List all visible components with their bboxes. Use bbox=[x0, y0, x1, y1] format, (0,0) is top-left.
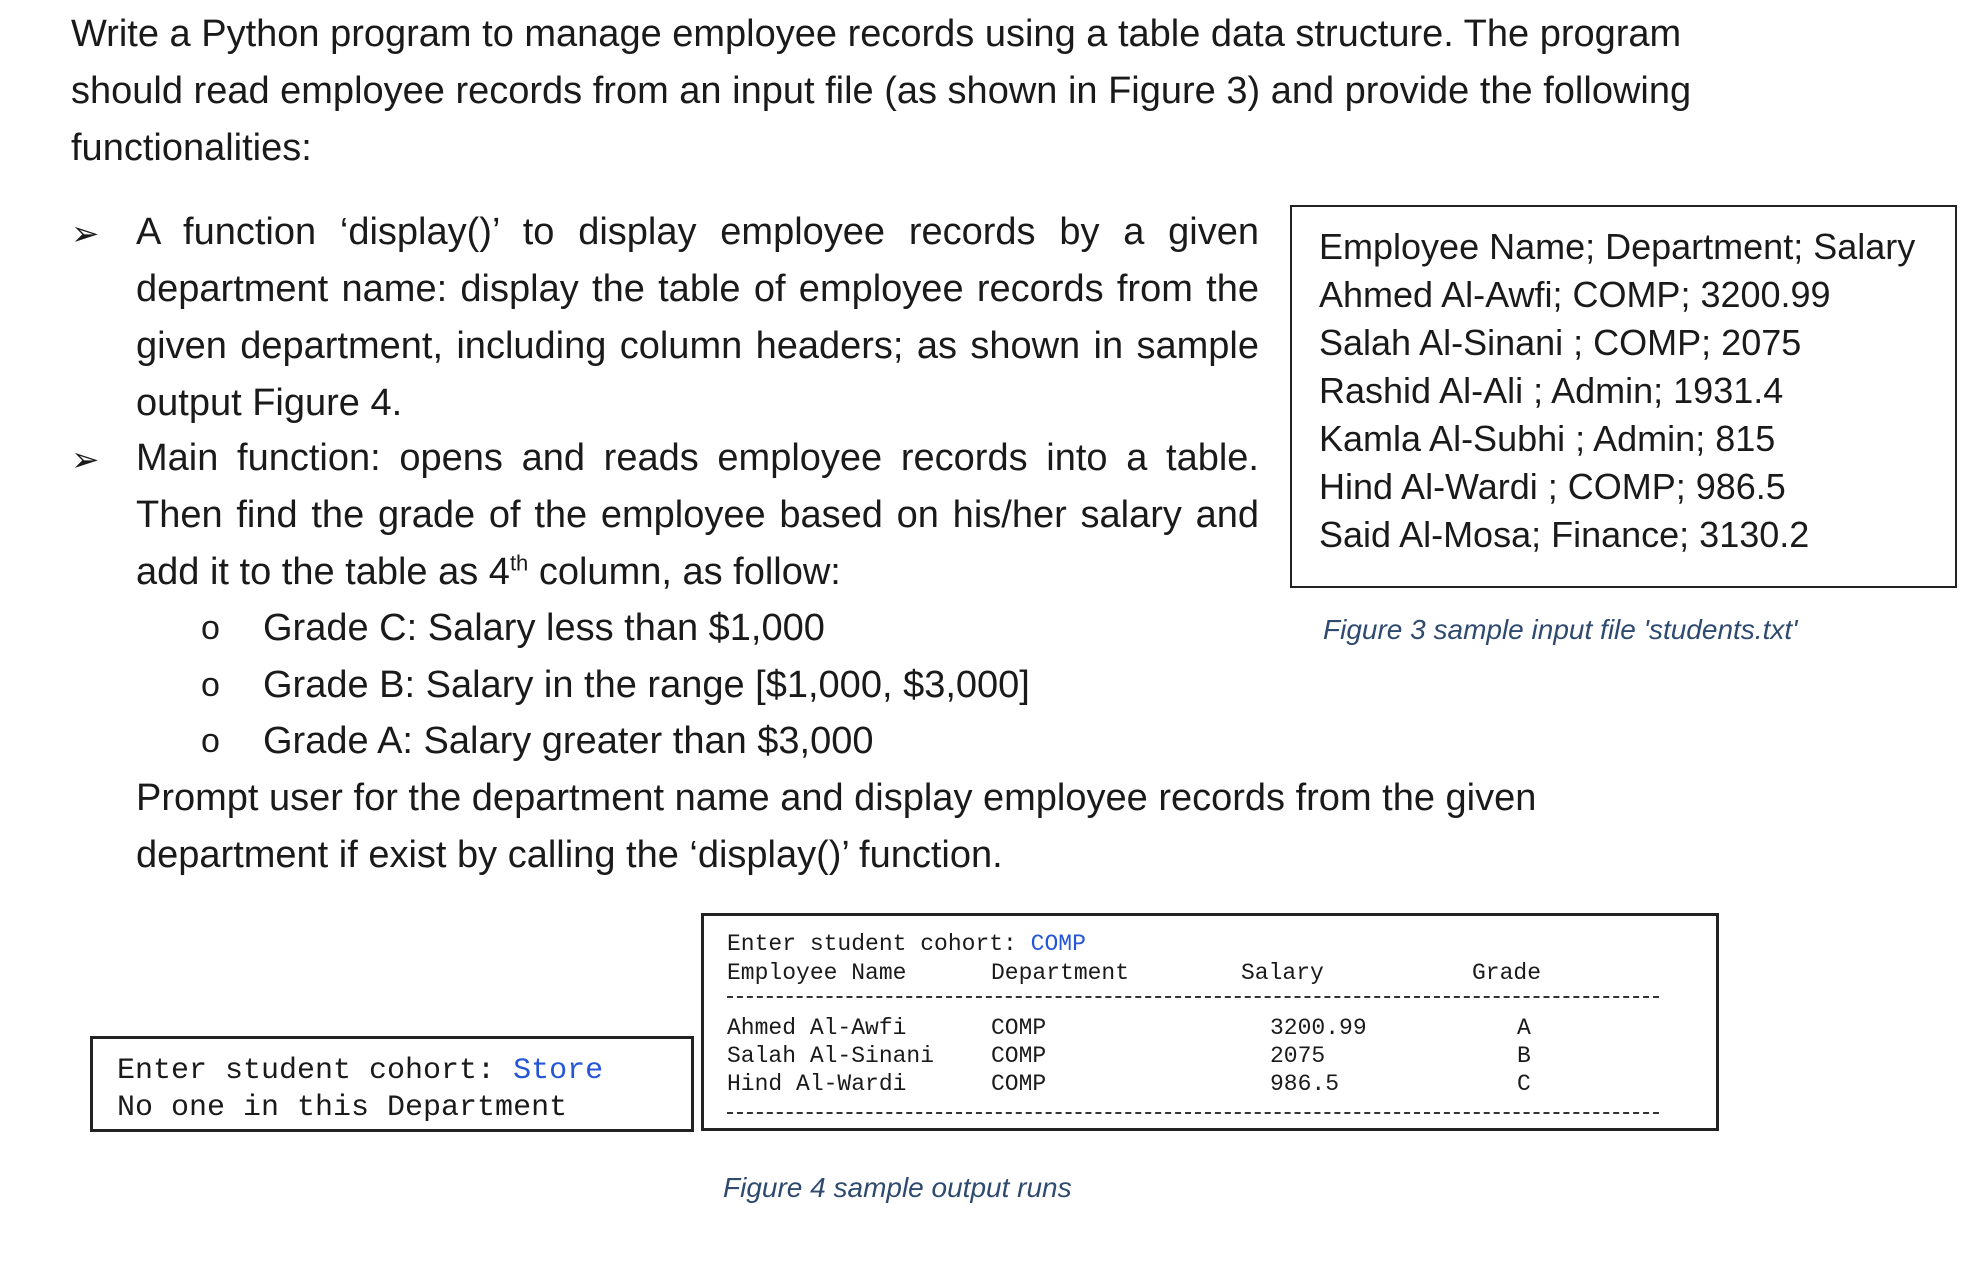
prompt-input-value: Store bbox=[513, 1054, 604, 1088]
prompt-label: Enter student cohort: bbox=[727, 931, 1031, 957]
input-file-line: Ahmed Al-Awfi; COMP; 3200.99 bbox=[1319, 274, 1831, 315]
bullet-arrow-icon: ➢ bbox=[71, 215, 100, 253]
output-run-store bbox=[90, 1036, 694, 1132]
prompt-label: Enter student cohort: bbox=[117, 1054, 514, 1088]
input-file-line: Kamla Al-Subhi ; Admin; 815 bbox=[1319, 418, 1776, 459]
display-function-bullet: A function ‘display()’ to display employee records by a given department name: display the table of employee records from the given department, including column headers; as shown in sample output Figure 4. bbox=[136, 211, 1259, 424]
header-department: Department bbox=[991, 960, 1130, 986]
header-employee-name: Employee Name bbox=[727, 960, 907, 986]
intro-line-1: Write a Python program to manage employee records using a table data structure. The program bbox=[71, 13, 1682, 55]
header-grade: Grade bbox=[1472, 960, 1542, 986]
cell-department: COMP bbox=[991, 1071, 1047, 1097]
superscript-th: th bbox=[509, 550, 529, 576]
figure-3-caption: Figure 3 sample input file 'students.txt' bbox=[1323, 614, 1798, 645]
main-function-text-end: column, as follow: bbox=[528, 551, 841, 593]
circle-bullet-icon: o bbox=[201, 609, 220, 647]
prompt-input-value: COMP bbox=[1030, 931, 1086, 957]
circle-bullet-icon: o bbox=[201, 722, 220, 760]
cell-grade: A bbox=[1517, 1015, 1531, 1041]
output-run-comp bbox=[701, 913, 1719, 1131]
cell-name: Ahmed Al-Awfi bbox=[727, 1015, 907, 1041]
cell-grade: C bbox=[1517, 1071, 1531, 1097]
prompt-line-2: department if exist by calling the ‘display()’ function. bbox=[136, 834, 1003, 876]
main-function-bullet bbox=[136, 430, 1259, 601]
no-records-message: No one in this Department bbox=[117, 1091, 568, 1125]
prompt-line-1: Prompt user for the department name and display employee records from the given bbox=[136, 777, 1537, 819]
prompt-paragraph bbox=[136, 770, 1536, 884]
prompt-line bbox=[117, 1053, 691, 1090]
input-file-box bbox=[1290, 205, 1957, 588]
bullet-arrow-icon: ➢ bbox=[71, 441, 100, 479]
divider bbox=[727, 996, 1659, 998]
circle-bullet-icon: o bbox=[201, 666, 220, 704]
main-function-text: Main function: opens and reads employee records into a table. Then find the grade of the employee based on his/her salary and add it to the table as 4 bbox=[136, 437, 1259, 593]
cell-department: COMP bbox=[991, 1043, 1047, 1069]
figure-4-caption: Figure 4 sample output runs bbox=[723, 1172, 1072, 1203]
input-file-line: Rashid Al-Ali ; Admin; 1931.4 bbox=[1319, 370, 1784, 411]
grade-c-text: Grade C: Salary less than $1,000 bbox=[263, 607, 825, 649]
cell-salary: 2075 bbox=[1270, 1043, 1326, 1069]
cell-grade: B bbox=[1517, 1043, 1531, 1069]
intro-line-2: should read employee records from an input file (as shown in Figure 3) and provide the following bbox=[71, 70, 1692, 112]
prompt-line bbox=[727, 931, 1086, 957]
grade-b-text: Grade B: Salary in the range [$1,000, $3,000] bbox=[263, 664, 1030, 706]
intro-line-3: functionalities: bbox=[71, 127, 312, 169]
input-file-line: Hind Al-Wardi ; COMP; 986.5 bbox=[1319, 466, 1786, 507]
cell-name: Salah Al-Sinani bbox=[727, 1043, 935, 1069]
cell-salary: 3200.99 bbox=[1270, 1015, 1367, 1041]
input-file-line: Salah Al-Sinani ; COMP; 2075 bbox=[1319, 322, 1802, 363]
grade-a-text: Grade A: Salary greater than $3,000 bbox=[263, 720, 874, 762]
cell-name: Hind Al-Wardi bbox=[727, 1071, 907, 1097]
cell-salary: 986.5 bbox=[1270, 1071, 1340, 1097]
divider bbox=[727, 1112, 1659, 1114]
input-file-line: Said Al-Mosa; Finance; 3130.2 bbox=[1319, 514, 1810, 555]
input-file-header: Employee Name; Department; Salary bbox=[1319, 226, 1916, 267]
cell-department: COMP bbox=[991, 1015, 1047, 1041]
intro-paragraph bbox=[71, 6, 1771, 177]
header-salary: Salary bbox=[1241, 960, 1324, 986]
